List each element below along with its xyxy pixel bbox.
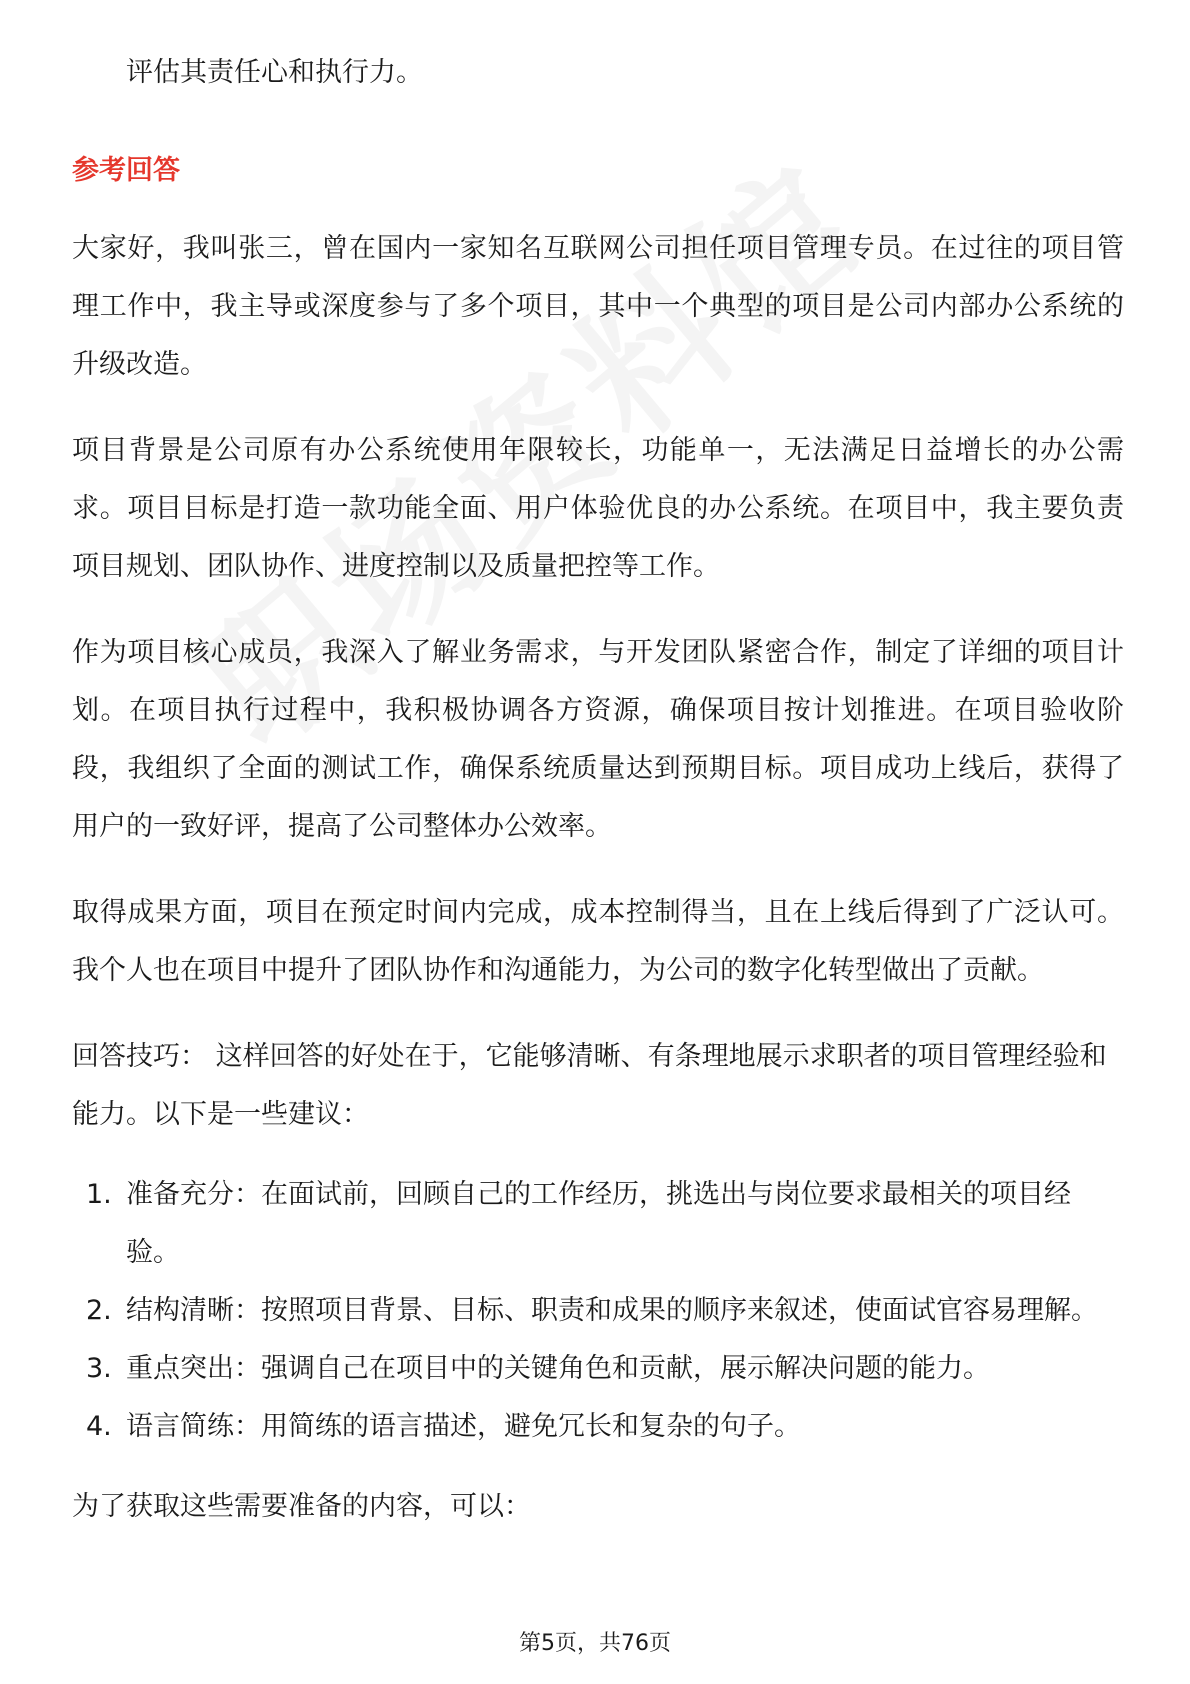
advice-list: [72, 1166, 1124, 1456]
tips-paragraph: 回答技巧： 这样回答的好处在于，它能够清晰、有条理地展示求职者的项目管理经验和能力。以下是一些建议：: [72, 1041, 1107, 1130]
list-number: 3.: [86, 1353, 112, 1384]
list-item: [72, 1166, 1124, 1282]
list-item: [72, 1398, 1124, 1456]
list-text: 重点突出：强调自己在项目中的关键角色和贡献，展示解决问题的能力。: [126, 1353, 990, 1384]
paragraph: 作为项目核心成员，我深入了解业务需求，与开发团队紧密合作，制定了详细的项目计划。在项目执行过程中，我积极协调各方资源，确保项目按计划推进。在项目验收阶段，我组织了全面的测试工作，确保系统质量达到预期目标。项目成功上线后，获得了用户的一致好评，提高了公司整体办公效率。: [72, 637, 1124, 842]
section-title: 参考回答: [72, 155, 180, 186]
paragraph: 取得成果方面，项目在预定时间内完成，成本控制得当，且在上线后得到了广泛认可。我个人也在项目中提升了团队协作和沟通能力，为公司的数字化转型做出了贡献。: [72, 897, 1124, 986]
list-number: 4.: [86, 1411, 112, 1442]
page-footer: 第5页，共76页: [519, 1631, 671, 1656]
list-text: 结构清晰：按照项目背景、目标、职责和成果的顺序来叙述，使面试官容易理解。: [126, 1295, 1098, 1326]
paragraph: 项目背景是公司原有办公系统使用年限较长，功能单一，无法满足日益增长的办公需求。项目目标是打造一款功能全面、用户体验优良的办公系统。在项目中，我主要负责项目规划、团队协作、进度控制以及质量把控等工作。: [72, 435, 1124, 582]
list-item: [72, 1282, 1124, 1340]
paragraph: 大家好，我叫张三，曾在国内一家知名互联网公司担任项目管理专员。在过往的项目管理工作中，我主导或深度参与了多个项目，其中一个典型的项目是公司内部办公系统的升级改造。: [72, 233, 1124, 380]
closing-line: 为了获取这些需要准备的内容，可以：: [72, 1491, 531, 1522]
list-item: [72, 1340, 1124, 1398]
intro-line: 评估其责任心和执行力。: [126, 57, 423, 88]
list-text: 语言简练：用简练的语言描述，避免冗长和复杂的句子。: [126, 1411, 801, 1442]
list-number: 2.: [86, 1295, 112, 1326]
document-body: [72, 44, 1124, 1536]
list-number: 1.: [86, 1179, 112, 1210]
list-text: 准备充分：在面试前，回顾自己的工作经历，挑选出与岗位要求最相关的项目经验。: [126, 1179, 1071, 1268]
